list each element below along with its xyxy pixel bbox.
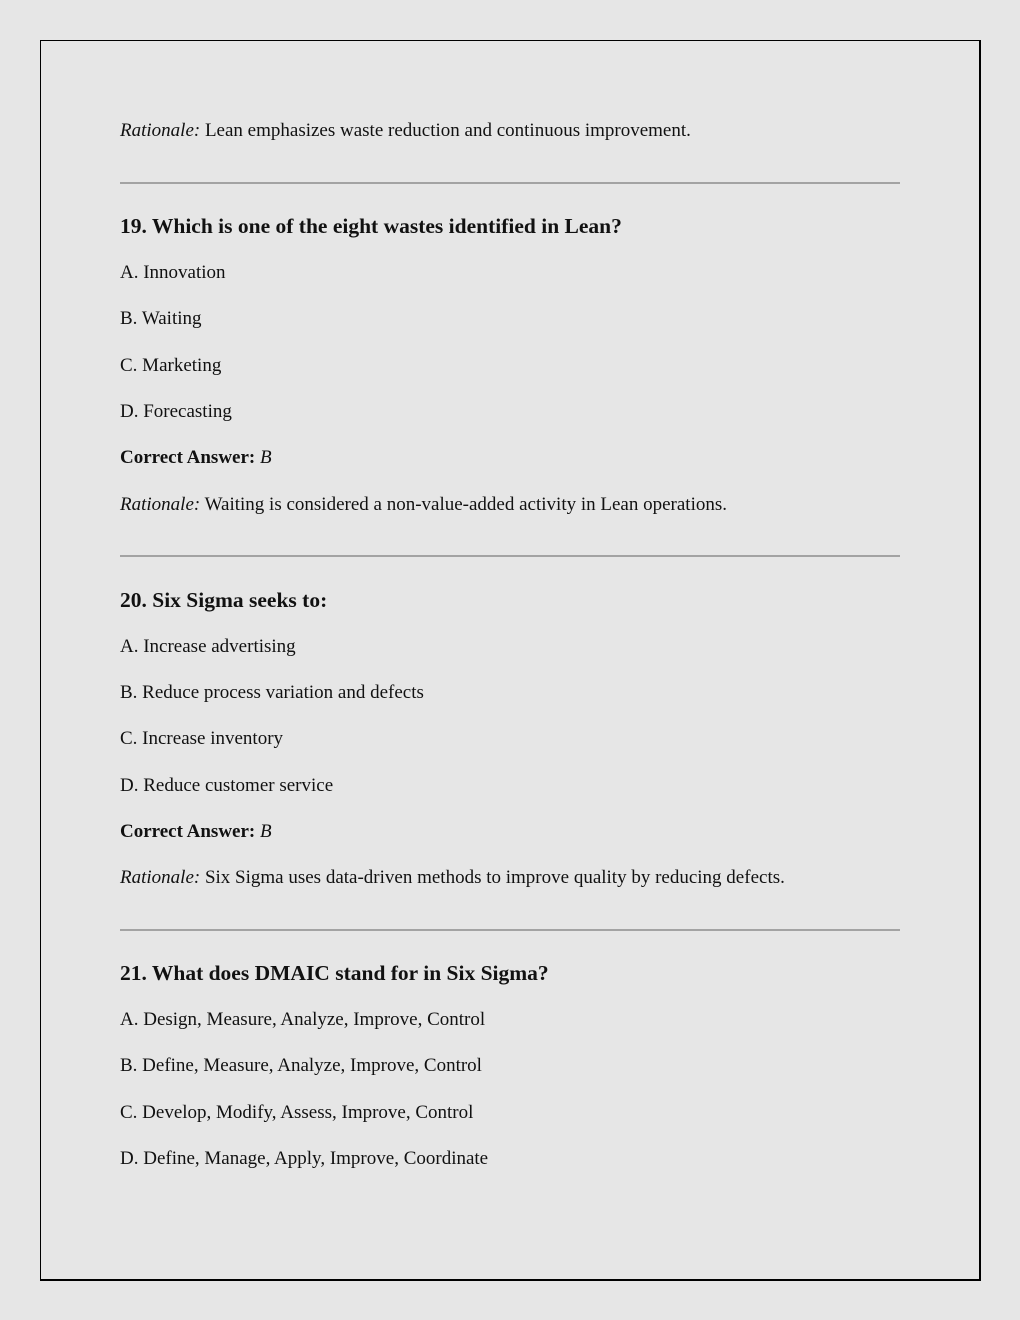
correct-answer-value: B — [255, 821, 272, 842]
rationale-label: Rationale: — [120, 494, 201, 515]
question-20-option-c: C. Increase inventory — [120, 728, 284, 749]
rationale-text: Lean emphasizes waste reduction and continuous improvement. — [200, 120, 691, 141]
question-21-option-c: C. Develop, Modify, Assess, Improve, Control — [120, 1102, 474, 1123]
correct-answer-value: B — [255, 447, 272, 468]
divider — [120, 182, 900, 184]
rationale-text: Waiting is considered a non-value-added activity in Lean operations. — [200, 494, 727, 515]
correct-answer-label: Correct Answer: — [120, 447, 256, 468]
question-21-option-a: A. Design, Measure, Analyze, Improve, Control — [120, 1009, 486, 1030]
question-19-rationale — [120, 493, 727, 517]
rationale-label: Rationale: — [120, 120, 201, 141]
divider — [120, 555, 900, 557]
question-21-option-d: D. Define, Manage, Apply, Improve, Coordinate — [120, 1148, 489, 1169]
question-19-option-d: D. Forecasting — [120, 401, 232, 422]
rationale-label: Rationale: — [120, 867, 201, 888]
question-20-option-a: A. Increase advertising — [120, 636, 296, 657]
question-19-option-b: B. Waiting — [120, 308, 202, 329]
question-20-rationale — [120, 866, 785, 890]
divider — [120, 929, 900, 931]
question-19-title: 19. Which is one of the eight wastes identified in Lean? — [120, 214, 622, 238]
question-20-title: 20. Six Sigma seeks to: — [120, 588, 328, 612]
correct-answer-label: Correct Answer: — [120, 821, 256, 842]
question-20-option-b: B. Reduce process variation and defects — [120, 682, 424, 703]
rationale-q18 — [120, 119, 691, 143]
question-19-correct-answer — [120, 446, 272, 470]
question-19-option-c: C. Marketing — [120, 355, 222, 376]
question-20-correct-answer — [120, 820, 272, 844]
question-21-title: 21. What does DMAIC stand for in Six Sigma? — [120, 961, 549, 985]
question-20-option-d: D. Reduce customer service — [120, 775, 334, 796]
rationale-text: Six Sigma uses data-driven methods to improve quality by reducing defects. — [200, 867, 785, 888]
question-19-option-a: A. Innovation — [120, 262, 226, 283]
question-21-option-b: B. Define, Measure, Analyze, Improve, Control — [120, 1055, 482, 1076]
